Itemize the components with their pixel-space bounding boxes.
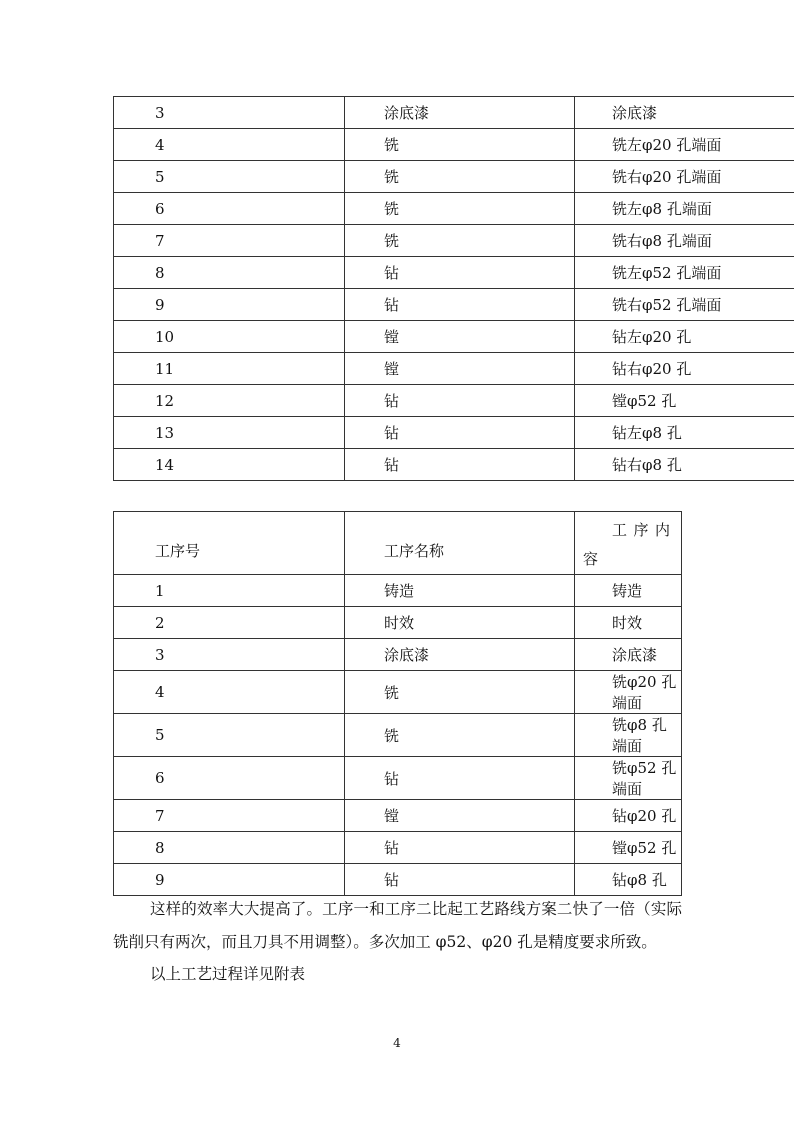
process-name-cell: 钻 xyxy=(345,417,575,449)
page-number: 4 xyxy=(393,1036,401,1050)
process-number-cell: 7 xyxy=(114,800,345,832)
table-row xyxy=(114,714,682,757)
table-row xyxy=(114,639,682,671)
process-content-cell: 铣左φ8 孔端面 xyxy=(575,193,794,225)
process-name-cell: 铣 xyxy=(345,161,575,193)
process-content-cell: 铣右φ8 孔端面 xyxy=(575,225,794,257)
table-row xyxy=(114,97,794,129)
process-name-cell: 时效 xyxy=(345,607,575,639)
process-content-cell: 钻右φ8 孔 xyxy=(575,449,794,481)
process-number-cell: 2 xyxy=(114,607,345,639)
process-name-cell: 镗 xyxy=(345,321,575,353)
process-content-cell: 铣右φ20 孔端面 xyxy=(575,161,794,193)
process-name-cell: 镗 xyxy=(345,800,575,832)
body-paragraph: 这样的效率大大提高了。工序一和工序二比起工艺路线方案二快了一倍（实际铣削只有两次，而且刀具不用调整）。多次加工 φ52、φ20 孔是精度要求所致。 xyxy=(113,900,682,951)
process-content-cell: 钻右φ20 孔 xyxy=(575,353,794,385)
process-number-cell: 3 xyxy=(114,639,345,671)
table-row xyxy=(114,193,794,225)
process-number-cell: 5 xyxy=(114,161,345,193)
table-row xyxy=(114,385,794,417)
process-name-cell: 铣 xyxy=(345,671,575,714)
table-row xyxy=(114,129,794,161)
process-number-cell: 6 xyxy=(114,193,345,225)
process-name-cell: 钻 xyxy=(345,757,575,800)
process-number-cell: 9 xyxy=(114,289,345,321)
process-content-cell: 铣φ52 孔端面 xyxy=(575,757,682,800)
process-content-cell: 镗φ52 孔 xyxy=(575,385,794,417)
table-row xyxy=(114,607,682,639)
header-process-content xyxy=(575,512,682,575)
process-content-cell: 铣左φ52 孔端面 xyxy=(575,257,794,289)
process-number-cell: 6 xyxy=(114,757,345,800)
process-number-cell: 8 xyxy=(114,832,345,864)
table-row xyxy=(114,864,682,896)
header-content-wrap: 容 xyxy=(583,550,599,568)
process-number-cell: 11 xyxy=(114,353,345,385)
process-number-cell: 8 xyxy=(114,257,345,289)
process-table-body xyxy=(114,97,794,481)
process-number-cell: 4 xyxy=(114,671,345,714)
process-number-cell: 12 xyxy=(114,385,345,417)
process-name-cell: 铣 xyxy=(345,129,575,161)
header-content-char: 工 xyxy=(612,521,628,539)
table-row xyxy=(114,757,682,800)
table-row xyxy=(114,321,794,353)
process-name-cell: 钻 xyxy=(345,832,575,864)
table-row xyxy=(114,225,794,257)
table-row xyxy=(114,289,794,321)
process-number-cell: 5 xyxy=(114,714,345,757)
table-row xyxy=(114,161,794,193)
process-name-cell: 铸造 xyxy=(345,575,575,607)
table-row xyxy=(114,417,794,449)
process-table-plan-one xyxy=(113,96,794,481)
process-content-cell: 铣φ8 孔端面 xyxy=(575,714,682,757)
process-name-cell: 铣 xyxy=(345,193,575,225)
process-content-cell: 涂底漆 xyxy=(575,97,794,129)
process-name-cell: 涂底漆 xyxy=(345,97,575,129)
table-row xyxy=(114,449,794,481)
table-header-row xyxy=(114,512,682,575)
process-name-cell: 涂底漆 xyxy=(345,639,575,671)
header-content-char: 内 xyxy=(654,521,670,539)
header-process-name: 工序名称 xyxy=(345,512,575,575)
process-content-cell: 时效 xyxy=(575,607,682,639)
process-name-cell: 钻 xyxy=(345,257,575,289)
process-number-cell: 10 xyxy=(114,321,345,353)
process-content-cell: 钻左φ8 孔 xyxy=(575,417,794,449)
process-number-cell: 14 xyxy=(114,449,345,481)
process-name-cell: 铣 xyxy=(345,225,575,257)
process-name-cell: 镗 xyxy=(345,353,575,385)
process-table-plan-two xyxy=(113,511,682,896)
table-row xyxy=(114,353,794,385)
process-number-cell: 3 xyxy=(114,97,345,129)
process-number-cell: 9 xyxy=(114,864,345,896)
process-content-cell: 铣左φ20 孔端面 xyxy=(575,129,794,161)
process-name-cell: 钻 xyxy=(345,289,575,321)
table-row xyxy=(114,800,682,832)
table-row xyxy=(114,832,682,864)
process-name-cell: 钻 xyxy=(345,385,575,417)
process-number-cell: 1 xyxy=(114,575,345,607)
process-content-cell: 钻φ8 孔 xyxy=(575,864,682,896)
process-content-cell: 钻φ20 孔 xyxy=(575,800,682,832)
process-number-cell: 4 xyxy=(114,129,345,161)
body-paragraph: 以上工艺过程详见附表 xyxy=(150,965,306,983)
process-content-cell: 钻左φ20 孔 xyxy=(575,321,794,353)
table-row xyxy=(114,671,682,714)
table-row xyxy=(114,257,794,289)
process-name-cell: 钻 xyxy=(345,449,575,481)
process-table-body xyxy=(114,575,682,896)
process-number-cell: 7 xyxy=(114,225,345,257)
process-content-cell: 镗φ52 孔 xyxy=(575,832,682,864)
header-content-char: 序 xyxy=(633,521,649,539)
process-name-cell: 铣 xyxy=(345,714,575,757)
process-number-cell: 13 xyxy=(114,417,345,449)
process-content-cell: 铣φ20 孔端面 xyxy=(575,671,682,714)
table-row xyxy=(114,575,682,607)
header-process-number: 工序号 xyxy=(114,512,345,575)
process-content-cell: 铸造 xyxy=(575,575,682,607)
process-name-cell: 钻 xyxy=(345,864,575,896)
process-content-cell: 铣右φ52 孔端面 xyxy=(575,289,794,321)
process-content-cell: 涂底漆 xyxy=(575,639,682,671)
